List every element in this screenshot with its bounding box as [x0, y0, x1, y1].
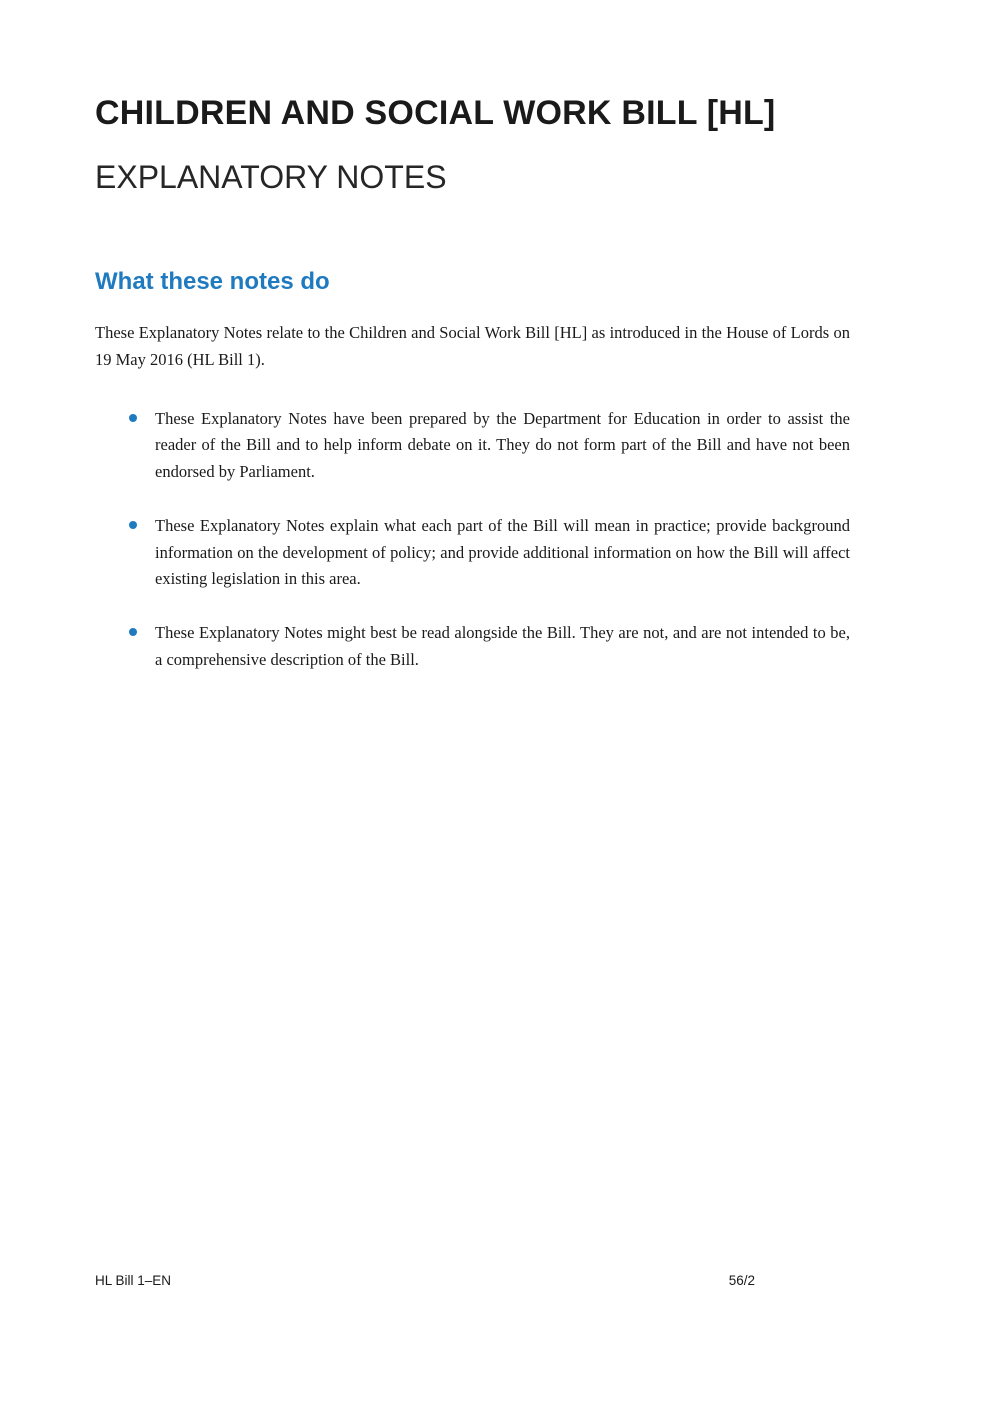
list-item	[95, 620, 850, 673]
list-item	[95, 406, 850, 486]
page-footer	[95, 1273, 755, 1288]
bullet-text: These Explanatory Notes might best be read alongside the Bill. They are not, and are not intended to be, a comprehensive description of the Bill.	[155, 622, 850, 669]
bullet-icon	[129, 628, 137, 636]
bullet-marker-cell	[95, 406, 155, 486]
list-item	[95, 513, 850, 593]
document-title: CHILDREN AND SOCIAL WORK BILL [HL]	[95, 94, 776, 132]
document-subtitle: EXPLANATORY NOTES	[95, 158, 447, 195]
bullet-text: These Explanatory Notes have been prepared by the Department for Education in order to assist the reader of the Bill and to help inform debate on it. They do not form part of the Bill and have not been endorsed by Parliament.	[155, 408, 850, 482]
bullet-text: These Explanatory Notes explain what each part of the Bill will mean in practice; provide background information on the development of policy; and provide additional information on how the Bill will affect existing legislation in this area.	[155, 515, 850, 589]
bullet-marker-cell	[95, 513, 155, 593]
footer-page-number: 56/2	[728, 1273, 755, 1288]
bullet-icon	[129, 521, 137, 529]
intro-paragraph: These Explanatory Notes relate to the Children and Social Work Bill [HL] as introduced in the House of Lords on 19 May 2016 (HL Bill 1).	[95, 323, 850, 369]
section-heading: What these notes do	[95, 268, 330, 296]
bullet-marker-cell	[95, 620, 155, 673]
bullet-list	[95, 406, 850, 674]
bullet-icon	[129, 414, 137, 422]
footer-bill-reference: HL Bill 1–EN	[95, 1273, 172, 1288]
